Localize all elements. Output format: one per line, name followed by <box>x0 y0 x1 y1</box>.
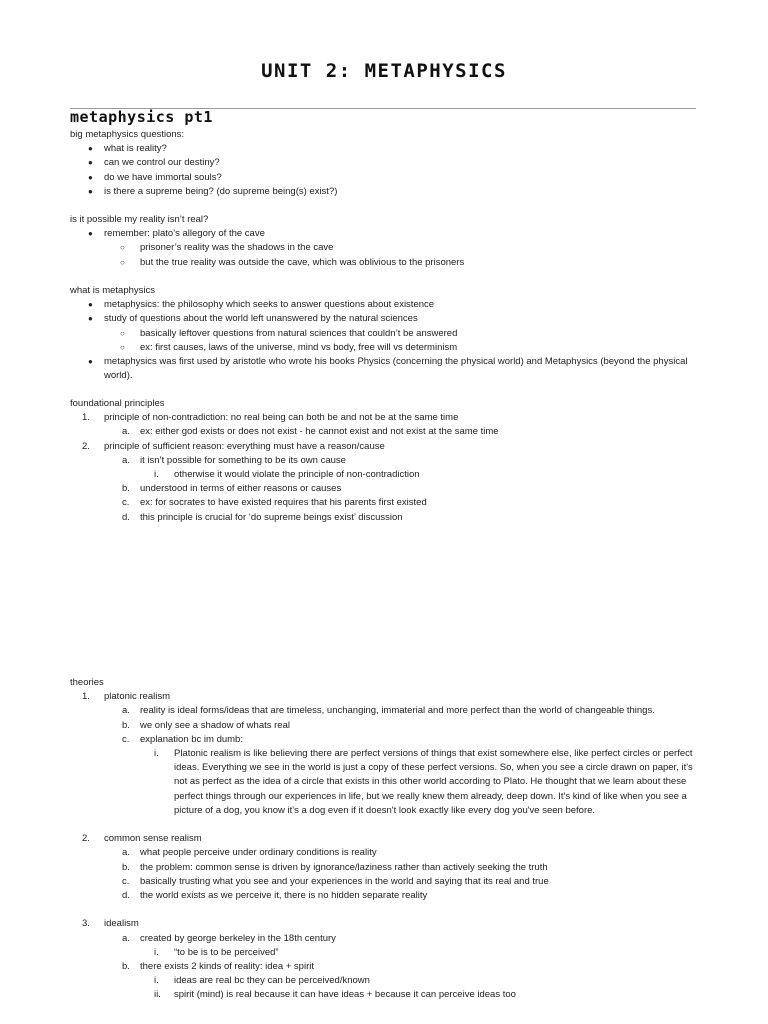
list-item: ● metaphysics was first used by aristotle who wrote his books Physics (concerning the physical world) and Metaphysics (beyond the physical world). <box>88 356 688 382</box>
list-item: ○ basically leftover questions from natural sciences that couldn’t be answered <box>70 327 698 341</box>
bullet-icon: ● <box>88 300 93 310</box>
section-intro: big metaphysics questions: <box>70 129 185 140</box>
section-intro: theories <box>70 677 104 688</box>
list-item: 3. idealism <box>82 918 139 930</box>
list-item: c. ex: for socrates to have existed requires that his parents first existed <box>122 497 427 509</box>
what-is-metaphysics-section <box>70 284 698 383</box>
list-item: a. it isn’t possible for something to be its own cause <box>122 454 346 466</box>
bullet-icon: ● <box>88 357 93 367</box>
bullet-icon: ● <box>88 158 93 168</box>
list-item: ○ but the true reality was outside the cave, which was oblivious to the prisoners <box>70 256 698 270</box>
list-item: 1. principle of non-contradiction: no real being can both be and not be at the same time <box>82 412 459 424</box>
list-item: ○ prisoner’s reality was the shadows in the cave <box>70 241 698 255</box>
list-item: b. there exists 2 kinds of reality: idea + spirit <box>122 961 314 973</box>
list-item: i. ideas are real bc they can be perceived/known <box>154 975 370 987</box>
bullet-icon: ● <box>88 229 93 239</box>
reality-section <box>70 213 698 270</box>
list-item: b. we only see a shadow of whats real <box>122 719 290 731</box>
circle-bullet-icon: ○ <box>120 243 125 253</box>
circle-bullet-icon: ○ <box>120 328 125 338</box>
section-intro: foundational principles <box>70 398 165 409</box>
list-item: b. the problem: common sense is driven by ignorance/laziness rather than actively seeking the truth <box>122 861 548 873</box>
list-item: 2. common sense realism <box>82 833 202 845</box>
list-item: ○ ex: first causes, laws of the universe, mind vs body, free will vs determinism <box>70 341 698 355</box>
list-item: 2. principle of sufficient reason: everything must have a reason/cause <box>82 440 385 452</box>
list-item: b. understood in terms of either reasons or causes <box>122 483 342 495</box>
list-item: a. created by george berkeley in the 18th century <box>122 932 336 944</box>
list-item: c. basically trusting what you see and your experiences in the world and saying that its real and true <box>122 875 549 887</box>
list-item: i. otherwise it would violate the principle of non-contradiction <box>154 469 420 481</box>
bullet-icon: ● <box>88 314 93 324</box>
list-item: c. explanation bc im dumb: <box>122 733 243 745</box>
section-intro: what is metaphysics <box>70 285 156 296</box>
list-item: i. “to be is to be perceived” <box>154 946 279 958</box>
foundational-principles-section <box>70 397 698 525</box>
list-item: ● remember: plato’s allegory of the cave <box>70 227 698 241</box>
list-item: d. this principle is crucial for ‘do supreme beings exist’ discussion <box>122 511 403 523</box>
list-item: ● metaphysics: the philosophy which seeks to answer questions about existence <box>70 298 698 312</box>
list-item: a. what people perceive under ordinary conditions is reality <box>122 847 377 859</box>
list-item: a. ex: either god exists or does not exist - he cannot exist and not exist at the same time <box>122 426 499 438</box>
list-item: ● study of questions about the world left unanswered by the natural sciences <box>70 312 698 326</box>
list-item: a. reality is ideal forms/ideas that are timeless, unchanging, immaterial and more perfect than the world of changeable things. <box>122 705 655 717</box>
list-item: ● is there a supreme being? (do supreme being(s) exist?) <box>70 185 698 199</box>
list-item: d. the world exists as we perceive it, there is no hidden separate reality <box>122 890 428 902</box>
document-title: UNIT 2: METAPHYSICS <box>261 60 507 82</box>
section-heading: metaphysics pt1 <box>70 108 213 126</box>
circle-bullet-icon: ○ <box>120 257 125 267</box>
list-item: ● do we have immortal souls? <box>70 171 698 185</box>
bullet-icon: ● <box>88 186 93 196</box>
bullet-icon: ● <box>88 144 93 154</box>
list-item: 1. platonic realism <box>82 691 170 703</box>
big-questions-section <box>70 128 698 199</box>
list-item: ii. spirit (mind) is real because it can have ideas + because it can perceive ideas too <box>154 989 516 1001</box>
circle-bullet-icon: ○ <box>120 342 125 352</box>
section-intro: is it possible my reality isn’t real? <box>70 214 209 225</box>
list-item: i. Platonic realism is like believing there are perfect versions of things that exist somewhere else, like perfect circles or perfect ideas. Everything we see in the world is just a copy of these perfect versions. So, when you see a circle drawn on paper, it's not as perfect as the idea of a circle that exists in this other world according to Plato. He thought that we learn about these perfect things through our experiences in life, but we really knew them already, deep down. It's kind of like when you see a picture of a dog, you know it's a dog even if it doesn't look exactly like every dog you've seen before. <box>154 748 693 816</box>
bullet-icon: ● <box>88 172 93 182</box>
theories-section <box>70 676 698 1003</box>
list-item: ● can we control our destiny? <box>70 156 698 170</box>
list-item: ● what is reality? <box>70 142 698 156</box>
